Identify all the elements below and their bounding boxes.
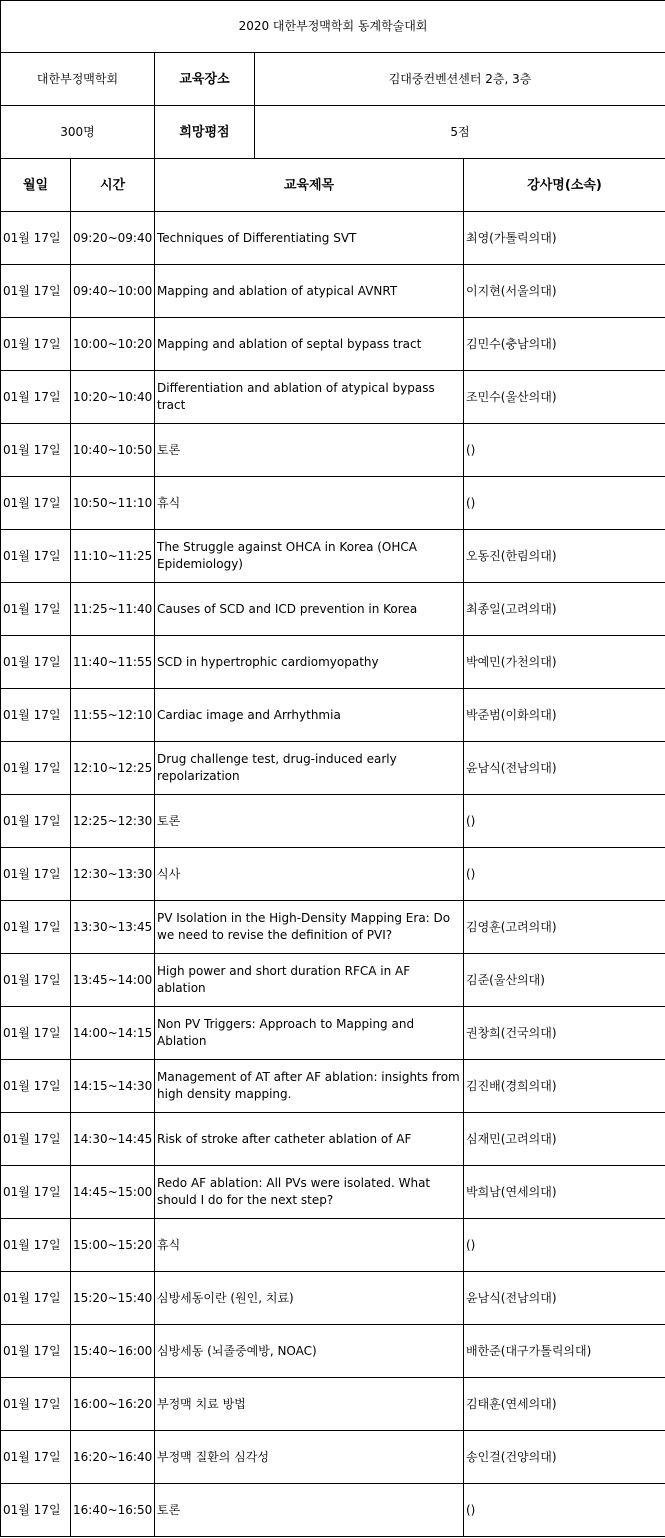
- row-date: 01월 17일: [1, 1219, 71, 1272]
- row-lecturer: 오동진(한림의대): [464, 530, 665, 583]
- row-title: 부정맥 질환의 심각성: [155, 1431, 464, 1484]
- row-date: 01월 17일: [1, 477, 71, 530]
- row-time: 16:20~16:40: [71, 1431, 155, 1484]
- row-lecturer: 김태훈(연세의대): [464, 1378, 665, 1431]
- table-row: [1, 901, 665, 954]
- table-row: [1, 954, 665, 1007]
- row-time: 09:20~09:40: [71, 212, 155, 265]
- row-time: 11:55~12:10: [71, 689, 155, 742]
- row-time: 10:00~10:20: [71, 318, 155, 371]
- row-lecturer: (): [464, 424, 665, 477]
- table-row: [1, 583, 665, 636]
- row-title: SCD in hypertrophic cardiomyopathy: [155, 636, 464, 689]
- row-date: 01월 17일: [1, 371, 71, 424]
- column-header-time: 시간: [71, 159, 155, 212]
- row-time: 15:20~15:40: [71, 1272, 155, 1325]
- row-date: 01월 17일: [1, 795, 71, 848]
- table-row: [1, 795, 665, 848]
- points-value: 5점: [255, 106, 665, 159]
- row-time: 10:40~10:50: [71, 424, 155, 477]
- table-row: [1, 212, 665, 265]
- row-time: 14:00~14:15: [71, 1007, 155, 1060]
- table-row: [1, 742, 665, 795]
- column-header-date: 월일: [1, 159, 71, 212]
- row-date: 01월 17일: [1, 1378, 71, 1431]
- row-lecturer: 배한준(대구가톨릭의대): [464, 1325, 665, 1378]
- table-row: [1, 371, 665, 424]
- table-row: [1, 1113, 665, 1166]
- table-row: [1, 848, 665, 901]
- row-lecturer: (): [464, 1219, 665, 1272]
- row-date: 01월 17일: [1, 265, 71, 318]
- column-header-title: 교육제목: [155, 159, 464, 212]
- event-title: 2020 대한부정맥학회 동계학술대회: [1, 1, 665, 53]
- row-time: 13:30~13:45: [71, 901, 155, 954]
- row-date: 01월 17일: [1, 742, 71, 795]
- table-row: [1, 1431, 665, 1484]
- row-title: 토론: [155, 795, 464, 848]
- row-date: 01월 17일: [1, 583, 71, 636]
- table-row: [1, 1272, 665, 1325]
- row-date: 01월 17일: [1, 318, 71, 371]
- row-date: 01월 17일: [1, 1007, 71, 1060]
- table-row: [1, 265, 665, 318]
- row-date: 01월 17일: [1, 1484, 71, 1537]
- row-date: 01월 17일: [1, 1166, 71, 1219]
- row-title: 토론: [155, 1484, 464, 1537]
- row-title: 휴식: [155, 1219, 464, 1272]
- venue-label: 교육장소: [155, 53, 255, 106]
- row-time: 12:30~13:30: [71, 848, 155, 901]
- row-title: 토론: [155, 424, 464, 477]
- row-lecturer: 박준범(이화의대): [464, 689, 665, 742]
- row-title: Management of AT after AF ablation: insights from high density mapping.: [155, 1060, 464, 1113]
- venue-row: [1, 53, 665, 106]
- table-row: [1, 1060, 665, 1113]
- row-title: 식사: [155, 848, 464, 901]
- table-row: [1, 1325, 665, 1378]
- row-title: Non PV Triggers: Approach to Mapping and Ablation: [155, 1007, 464, 1060]
- row-title: Mapping and ablation of atypical AVNRT: [155, 265, 464, 318]
- row-time: 11:10~11:25: [71, 530, 155, 583]
- row-time: 14:30~14:45: [71, 1113, 155, 1166]
- row-lecturer: 박예민(가천의대): [464, 636, 665, 689]
- table-row: [1, 1166, 665, 1219]
- column-header-lecturer: 강사명(소속): [464, 159, 665, 212]
- row-lecturer: 김준(울산의대): [464, 954, 665, 1007]
- table-row: [1, 636, 665, 689]
- row-title: Risk of stroke after catheter ablation of AF: [155, 1113, 464, 1166]
- row-date: 01월 17일: [1, 1431, 71, 1484]
- table-row: [1, 1378, 665, 1431]
- title-row: [1, 1, 665, 53]
- table-row: [1, 477, 665, 530]
- table-row: [1, 1007, 665, 1060]
- points-label: 희망평점: [155, 106, 255, 159]
- row-lecturer: 김진배(경희의대): [464, 1060, 665, 1113]
- row-time: 14:15~14:30: [71, 1060, 155, 1113]
- row-time: 10:50~11:10: [71, 477, 155, 530]
- row-lecturer: 송인걸(건양의대): [464, 1431, 665, 1484]
- table-row: [1, 1484, 665, 1537]
- row-lecturer: 박희남(연세의대): [464, 1166, 665, 1219]
- row-date: 01월 17일: [1, 636, 71, 689]
- row-lecturer: 윤남식(전남의대): [464, 1272, 665, 1325]
- row-date: 01월 17일: [1, 954, 71, 1007]
- row-lecturer: (): [464, 795, 665, 848]
- row-title: Mapping and ablation of septal bypass tract: [155, 318, 464, 371]
- row-title: The Struggle against OHCA in Korea (OHCA Epidemiology): [155, 530, 464, 583]
- column-header-row: [1, 159, 665, 212]
- row-title: Causes of SCD and ICD prevention in Korea: [155, 583, 464, 636]
- row-time: 09:40~10:00: [71, 265, 155, 318]
- row-lecturer: 김영훈(고려의대): [464, 901, 665, 954]
- row-lecturer: 최종일(고려의대): [464, 583, 665, 636]
- row-time: 12:25~12:30: [71, 795, 155, 848]
- row-lecturer: (): [464, 1484, 665, 1537]
- row-title: 휴식: [155, 477, 464, 530]
- capacity-row: [1, 106, 665, 159]
- venue-value: 김대중컨벤션센터 2층, 3층: [255, 53, 665, 106]
- table-row: [1, 318, 665, 371]
- row-time: 11:40~11:55: [71, 636, 155, 689]
- row-lecturer: 권창희(건국의대): [464, 1007, 665, 1060]
- row-time: 16:00~16:20: [71, 1378, 155, 1431]
- row-lecturer: 최영(가톨릭의대): [464, 212, 665, 265]
- row-time: 12:10~12:25: [71, 742, 155, 795]
- row-title: Drug challenge test, drug-induced early repolarization: [155, 742, 464, 795]
- row-lecturer: (): [464, 848, 665, 901]
- row-title: 심방세동이란 (원인, 치료): [155, 1272, 464, 1325]
- table-row: [1, 530, 665, 583]
- row-lecturer: 심재민(고려의대): [464, 1113, 665, 1166]
- row-lecturer: (): [464, 477, 665, 530]
- row-time: 15:40~16:00: [71, 1325, 155, 1378]
- row-title: Cardiac image and Arrhythmia: [155, 689, 464, 742]
- row-time: 10:20~10:40: [71, 371, 155, 424]
- table-row: [1, 1219, 665, 1272]
- row-title: PV Isolation in the High-Density Mapping Era: Do we need to revise the definition of PVI?: [155, 901, 464, 954]
- row-lecturer: 이지현(서울의대): [464, 265, 665, 318]
- row-title: Techniques of Differentiating SVT: [155, 212, 464, 265]
- row-date: 01월 17일: [1, 1060, 71, 1113]
- row-date: 01월 17일: [1, 1113, 71, 1166]
- row-date: 01월 17일: [1, 1325, 71, 1378]
- row-date: 01월 17일: [1, 1272, 71, 1325]
- row-date: 01월 17일: [1, 212, 71, 265]
- row-title: High power and short duration RFCA in AF ablation: [155, 954, 464, 1007]
- row-date: 01월 17일: [1, 424, 71, 477]
- row-lecturer: 조민수(울산의대): [464, 371, 665, 424]
- row-time: 16:40~16:50: [71, 1484, 155, 1537]
- row-title: Redo AF ablation: All PVs were isolated. What should I do for the next step?: [155, 1166, 464, 1219]
- capacity: 300명: [1, 106, 155, 159]
- row-time: 15:00~15:20: [71, 1219, 155, 1272]
- row-lecturer: 김민수(충남의대): [464, 318, 665, 371]
- table-row: [1, 424, 665, 477]
- row-date: 01월 17일: [1, 689, 71, 742]
- row-lecturer: 윤남식(전남의대): [464, 742, 665, 795]
- table-row: [1, 689, 665, 742]
- row-date: 01월 17일: [1, 530, 71, 583]
- row-date: 01월 17일: [1, 901, 71, 954]
- row-title: Differentiation and ablation of atypical bypass tract: [155, 371, 464, 424]
- organizer: 대한부정맥학회: [1, 53, 155, 106]
- row-time: 13:45~14:00: [71, 954, 155, 1007]
- row-title: 부정맥 치료 방법: [155, 1378, 464, 1431]
- row-time: 14:45~15:00: [71, 1166, 155, 1219]
- row-date: 01월 17일: [1, 848, 71, 901]
- row-time: 11:25~11:40: [71, 583, 155, 636]
- row-title: 심방세동 (뇌졸중예방, NOAC): [155, 1325, 464, 1378]
